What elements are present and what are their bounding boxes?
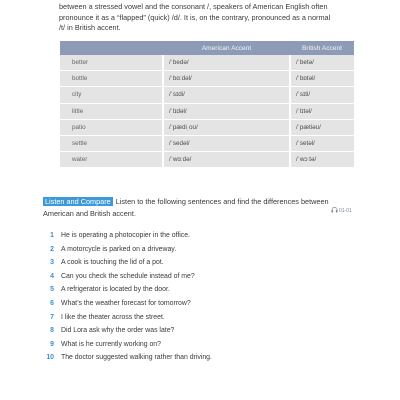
sentence-number: 10 (46, 354, 54, 362)
sentence-number: 8 (50, 327, 54, 335)
sentence-number: 6 (50, 299, 54, 307)
sentence-list (43, 229, 363, 365)
american-pron-cell: /ˈbɑːdəl/ (163, 71, 290, 87)
sentence-number: 4 (50, 272, 54, 280)
table-row (60, 135, 354, 151)
accent-comparison-table (60, 41, 354, 168)
table-row (60, 71, 354, 87)
american-pron-cell: /ˈpædiˌoʊ/ (163, 119, 290, 135)
list-item (43, 256, 363, 270)
british-pron-cell: /ˈsɪti/ (290, 87, 354, 103)
table-row (60, 55, 354, 71)
sentence-text: A motorcycle is parked on a driveway. (61, 245, 177, 253)
word-cell: settle (60, 135, 163, 151)
list-item (43, 283, 363, 297)
list-item (43, 311, 363, 325)
word-cell: water (60, 152, 163, 168)
american-pron-cell: /ˈbedə/ (163, 55, 290, 71)
list-item (43, 270, 363, 284)
sentence-number: 3 (50, 259, 54, 267)
word-cell: better (60, 55, 163, 71)
list-item (43, 243, 363, 257)
sentence-number: 5 (50, 286, 54, 294)
sentence-text: Did Lora ask why the order was late? (61, 327, 175, 335)
sentence-text: Can you check the schedule instead of me? (61, 272, 195, 280)
intro-paragraph (59, 2, 359, 34)
american-pron-cell: /ˈwɑːdə/ (163, 152, 290, 168)
british-pron-cell: /ˈsetəl/ (290, 135, 354, 151)
listen-compare-instruction: Listen to the following sentences and find the differences between American and British accent. (43, 197, 329, 218)
table-row (60, 103, 354, 119)
listen-compare-heading (43, 196, 358, 219)
american-pron-cell: /ˈsɪdi/ (163, 87, 290, 103)
american-pron-cell: /ˈlɪdəl/ (163, 103, 290, 119)
intro-line: between a stressed vowel and the consonant /, speakers of American English often (59, 2, 328, 11)
british-pron-cell: /ˈbɒtəl/ (290, 71, 354, 87)
sentence-text: What is he currently working on? (61, 340, 161, 348)
sentence-number: 9 (50, 340, 54, 348)
table-header-row (60, 41, 354, 55)
header-american: American Accent (163, 41, 290, 55)
list-item (43, 324, 363, 338)
word-cell: city (60, 87, 163, 103)
british-pron-cell: /ˈpætiəʊ/ (290, 119, 354, 135)
sentence-text: A cook is touching the lid of a pot. (61, 259, 164, 267)
list-item (43, 229, 363, 243)
list-item (43, 351, 363, 365)
word-cell: little (60, 103, 163, 119)
audio-track-button[interactable] (331, 207, 352, 214)
list-item (43, 338, 363, 352)
listen-compare-tag: Listen and Compare (45, 197, 111, 206)
british-pron-cell: /ˈlɪtəl/ (290, 103, 354, 119)
sentence-text: The doctor suggested walking rather than driving. (61, 354, 212, 362)
sentence-number: 1 (50, 232, 54, 239)
sentence-number: 2 (50, 245, 54, 253)
british-pron-cell: /ˈwɔːtə/ (290, 152, 354, 168)
accent-table (60, 41, 354, 168)
list-item (43, 297, 363, 311)
sentence-text: He is operating a photocopier in the office. (61, 232, 190, 239)
word-cell: bottle (60, 71, 163, 87)
sentence-text: What’s the weather forecast for tomorrow? (61, 299, 191, 307)
header-british: British Accent (290, 41, 354, 55)
sentence-text: I like the theater across the street. (61, 313, 165, 321)
header-word (60, 41, 163, 55)
intro-line: /t/ in British accent. (59, 23, 121, 33)
table-row (60, 119, 354, 135)
word-cell: patio (60, 119, 163, 135)
intro-line: pronounce it as a “flapped” (quick) /d/. It is, on the contrary, pronounced as a normal (59, 12, 331, 22)
sentence-number: 7 (50, 313, 54, 321)
table-row (60, 87, 354, 103)
american-pron-cell: /ˈsedəl/ (163, 135, 290, 151)
audio-icon (331, 207, 338, 213)
audio-track-label: 01-01 (339, 208, 352, 214)
british-pron-cell: /ˈbetə/ (290, 55, 354, 71)
sentence-text: A refrigerator is located by the door. (61, 286, 170, 294)
table-row (60, 152, 354, 168)
